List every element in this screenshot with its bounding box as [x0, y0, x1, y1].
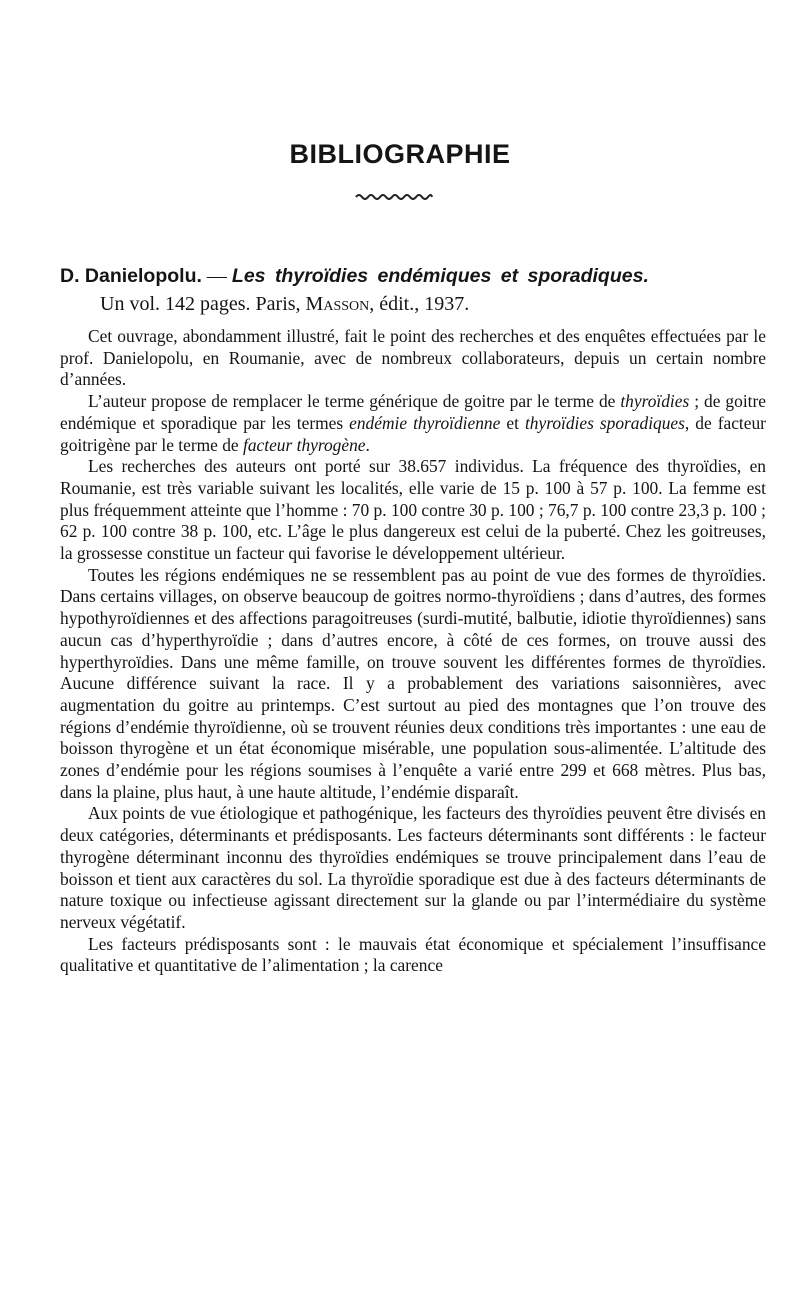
bibliography-entry-heading [60, 262, 750, 318]
review-body [60, 326, 766, 977]
entry-line-1 [60, 262, 750, 290]
p2-text-5: . [365, 434, 370, 455]
p2-italic-1: thyroïdies [620, 391, 690, 412]
p2-text-1: L’auteur propose de remplacer le terme générique de goitre par le terme de [88, 391, 621, 412]
review-paragraph-4: Toutes les régions endémiques ne se ressemblent pas au point de vue des formes de thyroïdies. Dans certains villages, on observe beaucoup de goitres normo-thyroïdiens ; dans d’autres, des formes hypothyroïdiennes et des affections paragoitreuses (surdi-mutité, balbutie, idiotie thyroïdiennes) sans aucun cas d’hyperthyroïdie ; dans d’autres encore, à côté de ces formes, on trouve aussi des hyperthyroïdies. Dans une même famille, on trouve souvent les différentes formes de thyroïdies. Aucune différence suivant la race. Il y a probablement des variations saisonnières, avec augmentation du goitre au printemps. C’est surtout au pied des montagnes que l’on trouve des régions d’endémie thyroïdienne, où se trouvent réunies deux conditions très importantes : une eau de boisson thyrogène et un état économique misérable, une population sous-alimentée. L’altitude des zones d’endémie pour les régions soumises à l’enquête a varié entre 299 et 668 mètres. Plus bas, dans la plaine, plus haut, à une haute altitude, l’endémie disparaît. [60, 564, 766, 802]
p2-italic-4: facteur thyrogène [243, 434, 366, 455]
review-paragraph-6: Les facteurs prédisposants sont : le mauvais état économique et spécialement l’insuffisance qualitative et quantitative de l’alimentation ; la carence [60, 933, 766, 976]
entry-author: D. Danielopolu. [60, 265, 202, 287]
review-paragraph-5: Aux points de vue étiologique et pathogénique, les facteurs des thyroïdies peuvent être divisés en deux catégories, déterminants et prédisposants. Les facteurs déterminants sont différents : le facteur thyrogène déterminant inconnu des thyroïdies endémiques se trouve principalement dans l’eau de boisson et tient aux caractères du sol. La thyroïdie sporadique est due à des facteurs déterminants de nature toxique ou infectieuse agissant directement sur la glande ou par l’intermédiaire du système nerveux végétatif. [60, 803, 766, 932]
review-paragraph-3: Les recherches des auteurs ont porté sur 38.657 individus. La fréquence des thyroïdies, en Roumanie, est très variable suivant les localités, elle varie de 15 p. 100 à 57 p. 100. La femme est plus fréquemment atteinte que l’homme : 70 p. 100 contre 30 p. 100 ; 76,7 p. 100 contre 23,3 p. 100 ; 62 p. 100 contre 38 p. 100, etc. L’âge le plus dangereux est celui de la puberté. Chez les goitreuses, la grossesse constitue un facteur qui favorise le développement ultérieur. [60, 456, 766, 564]
entry-book-title: Les thyroïdies endémiques et sporadiques. [231, 265, 649, 287]
p2-text-2: ; de goitre endémique et sporadique par les termes [60, 391, 766, 433]
p2-italic-2: endémie thyroïdienne [349, 412, 501, 433]
p2-text-4: , de facteur goitrigène par le terme de [60, 412, 766, 455]
review-paragraph-2 [60, 391, 766, 456]
page-title: BIBLIOGRAPHIE [289, 139, 511, 169]
review-paragraph-1: Cet ouvrage, abondamment illustré, fait le point des recherches et des enquêtes effectuées par le prof. Danielopolu, en Roumanie, avec de nombreux collaborateurs, depuis un certain nombre d’années. [60, 326, 766, 390]
p2-text-3: et [500, 412, 525, 433]
entry-details-suffix: , édit., 1937. [369, 293, 470, 315]
entry-line-2 [60, 290, 750, 318]
entry-details-prefix: Un vol. 142 pages. Paris, [100, 293, 306, 315]
entry-dash: — [201, 265, 232, 287]
p2-italic-3: thyroïdies sporadiques [524, 412, 685, 433]
entry-publisher: Masson [305, 293, 370, 315]
wavy-line-ornament-icon [354, 191, 434, 203]
